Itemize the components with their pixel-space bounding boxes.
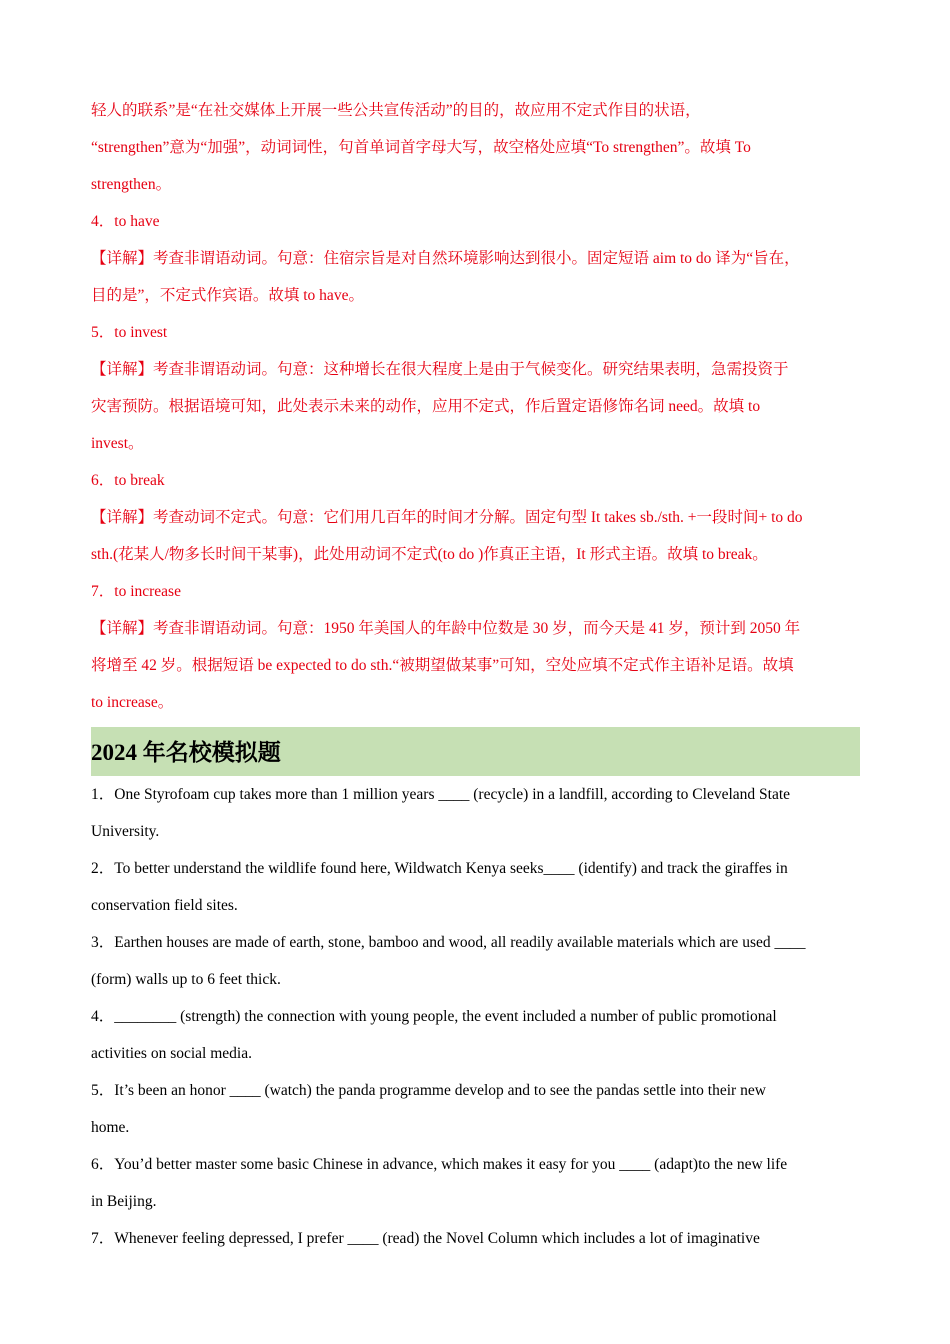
answer-heading <box>91 314 860 351</box>
question-line: home. <box>91 1119 130 1136</box>
page-content <box>91 92 860 1257</box>
answer-text: to invest <box>114 324 168 341</box>
answer-item-5 <box>91 314 860 462</box>
text-line: strengthen。 <box>91 176 172 193</box>
answer-text: to break <box>114 472 165 489</box>
answer-heading <box>91 573 860 610</box>
question-line: 5．It’s been an honor ____ (watch) the panda programme develop and to see the pandas settle into their new <box>91 1082 766 1099</box>
answer-heading <box>91 203 860 240</box>
question-item <box>91 850 860 924</box>
answer-item-6 <box>91 462 860 573</box>
text-line: 轻人的联系”是“在社交媒体上开展一些公共宣传活动”的目的，故应用不定式作目的状语， <box>91 102 701 119</box>
explanation-line: 【详解】考查非谓语动词。句意：住宿宗旨是对自然环境影响达到很小。固定短语 aim to do 译为“旨在， <box>91 250 800 267</box>
explanation-line: to increase。 <box>91 694 174 711</box>
explanation-line: 【详解】考查非谓语动词。句意：1950 年美国人的年龄中位数是 30 岁，而今天是 41 岁，预计到 2050 年 <box>91 620 801 637</box>
question-item <box>91 924 860 998</box>
section-heading: 2024 年名校模拟题 <box>91 727 860 776</box>
explanation-line: 【详解】考查动词不定式。句意：它们用几百年的时间才分解。固定句型 It takes sb./sth. +一段时间+ to do <box>91 509 803 526</box>
question-item <box>91 776 860 850</box>
question-item <box>91 1146 860 1220</box>
question-list <box>91 776 860 1257</box>
explanation-line: 目的是”，不定式作宾语。故填 to have。 <box>91 287 364 304</box>
explanation-line: 【详解】考查非谓语动词。句意：这种增长在很大程度上是由于气候变化。研究结果表明，急需投资于 <box>91 361 789 378</box>
question-line: 1．One Styrofoam cup takes more than 1 million years ____ (recycle) in a landfill, according to Cleveland State <box>91 786 791 803</box>
question-item <box>91 998 860 1072</box>
question-line: 3．Earthen houses are made of earth, stone, bamboo and wood, all readily available materials which are used ____ <box>91 934 806 951</box>
question-item <box>91 1072 860 1146</box>
question-line: conservation field sites. <box>91 897 238 914</box>
answer-number: 5． <box>91 324 115 341</box>
text-line: “strengthen”意为“加强”，动词词性，句首单词首字母大写，故空格处应填“To strengthen”。故填 To <box>91 139 751 156</box>
question-line: activities on social media. <box>91 1045 252 1062</box>
question-line: University. <box>91 823 160 840</box>
answer-text: to increase <box>114 583 181 600</box>
explanation-line: invest。 <box>91 435 144 452</box>
explanation-line: 灾害预防。根据语境可知，此处表示未来的动作，应用不定式，作后置定语修饰名词 need。故填 to <box>91 398 761 415</box>
question-line: 2．To better understand the wildlife found here, Wildwatch Kenya seeks____ (identify) and track the giraffes in <box>91 860 788 877</box>
question-line: 6．You’d better master some basic Chinese in advance, which makes it easy for you ____ (adapt)to the new life <box>91 1156 788 1173</box>
explanation-line: 将增至 42 岁。根据短语 be expected to do sth.“被期望做某事”可知，空处应填不定式作主语补足语。故填 <box>91 657 794 674</box>
answer-heading <box>91 462 860 499</box>
question-line: (form) walls up to 6 feet thick. <box>91 971 281 988</box>
answer-number: 4． <box>91 213 115 230</box>
answer-item-4 <box>91 203 860 314</box>
answer-continuation <box>91 92 860 203</box>
question-line: 7．Whenever feeling depressed, I prefer ____ (read) the Novel Column which includes a lot of imaginative <box>91 1230 760 1247</box>
answer-number: 7． <box>91 583 115 600</box>
explanation-line: sth.(花某人/物多长时间干某事)，此处用动词不定式(to do )作真正主语，It 形式主语。故填 to break。 <box>91 546 768 563</box>
answer-text: to have <box>114 213 160 230</box>
question-item <box>91 1220 860 1257</box>
answer-item-7 <box>91 573 860 721</box>
question-line: in Beijing. <box>91 1193 157 1210</box>
question-line: 4．________ (strength) the connection with young people, the event included a number of public promotional <box>91 1008 777 1025</box>
answer-number: 6． <box>91 472 115 489</box>
